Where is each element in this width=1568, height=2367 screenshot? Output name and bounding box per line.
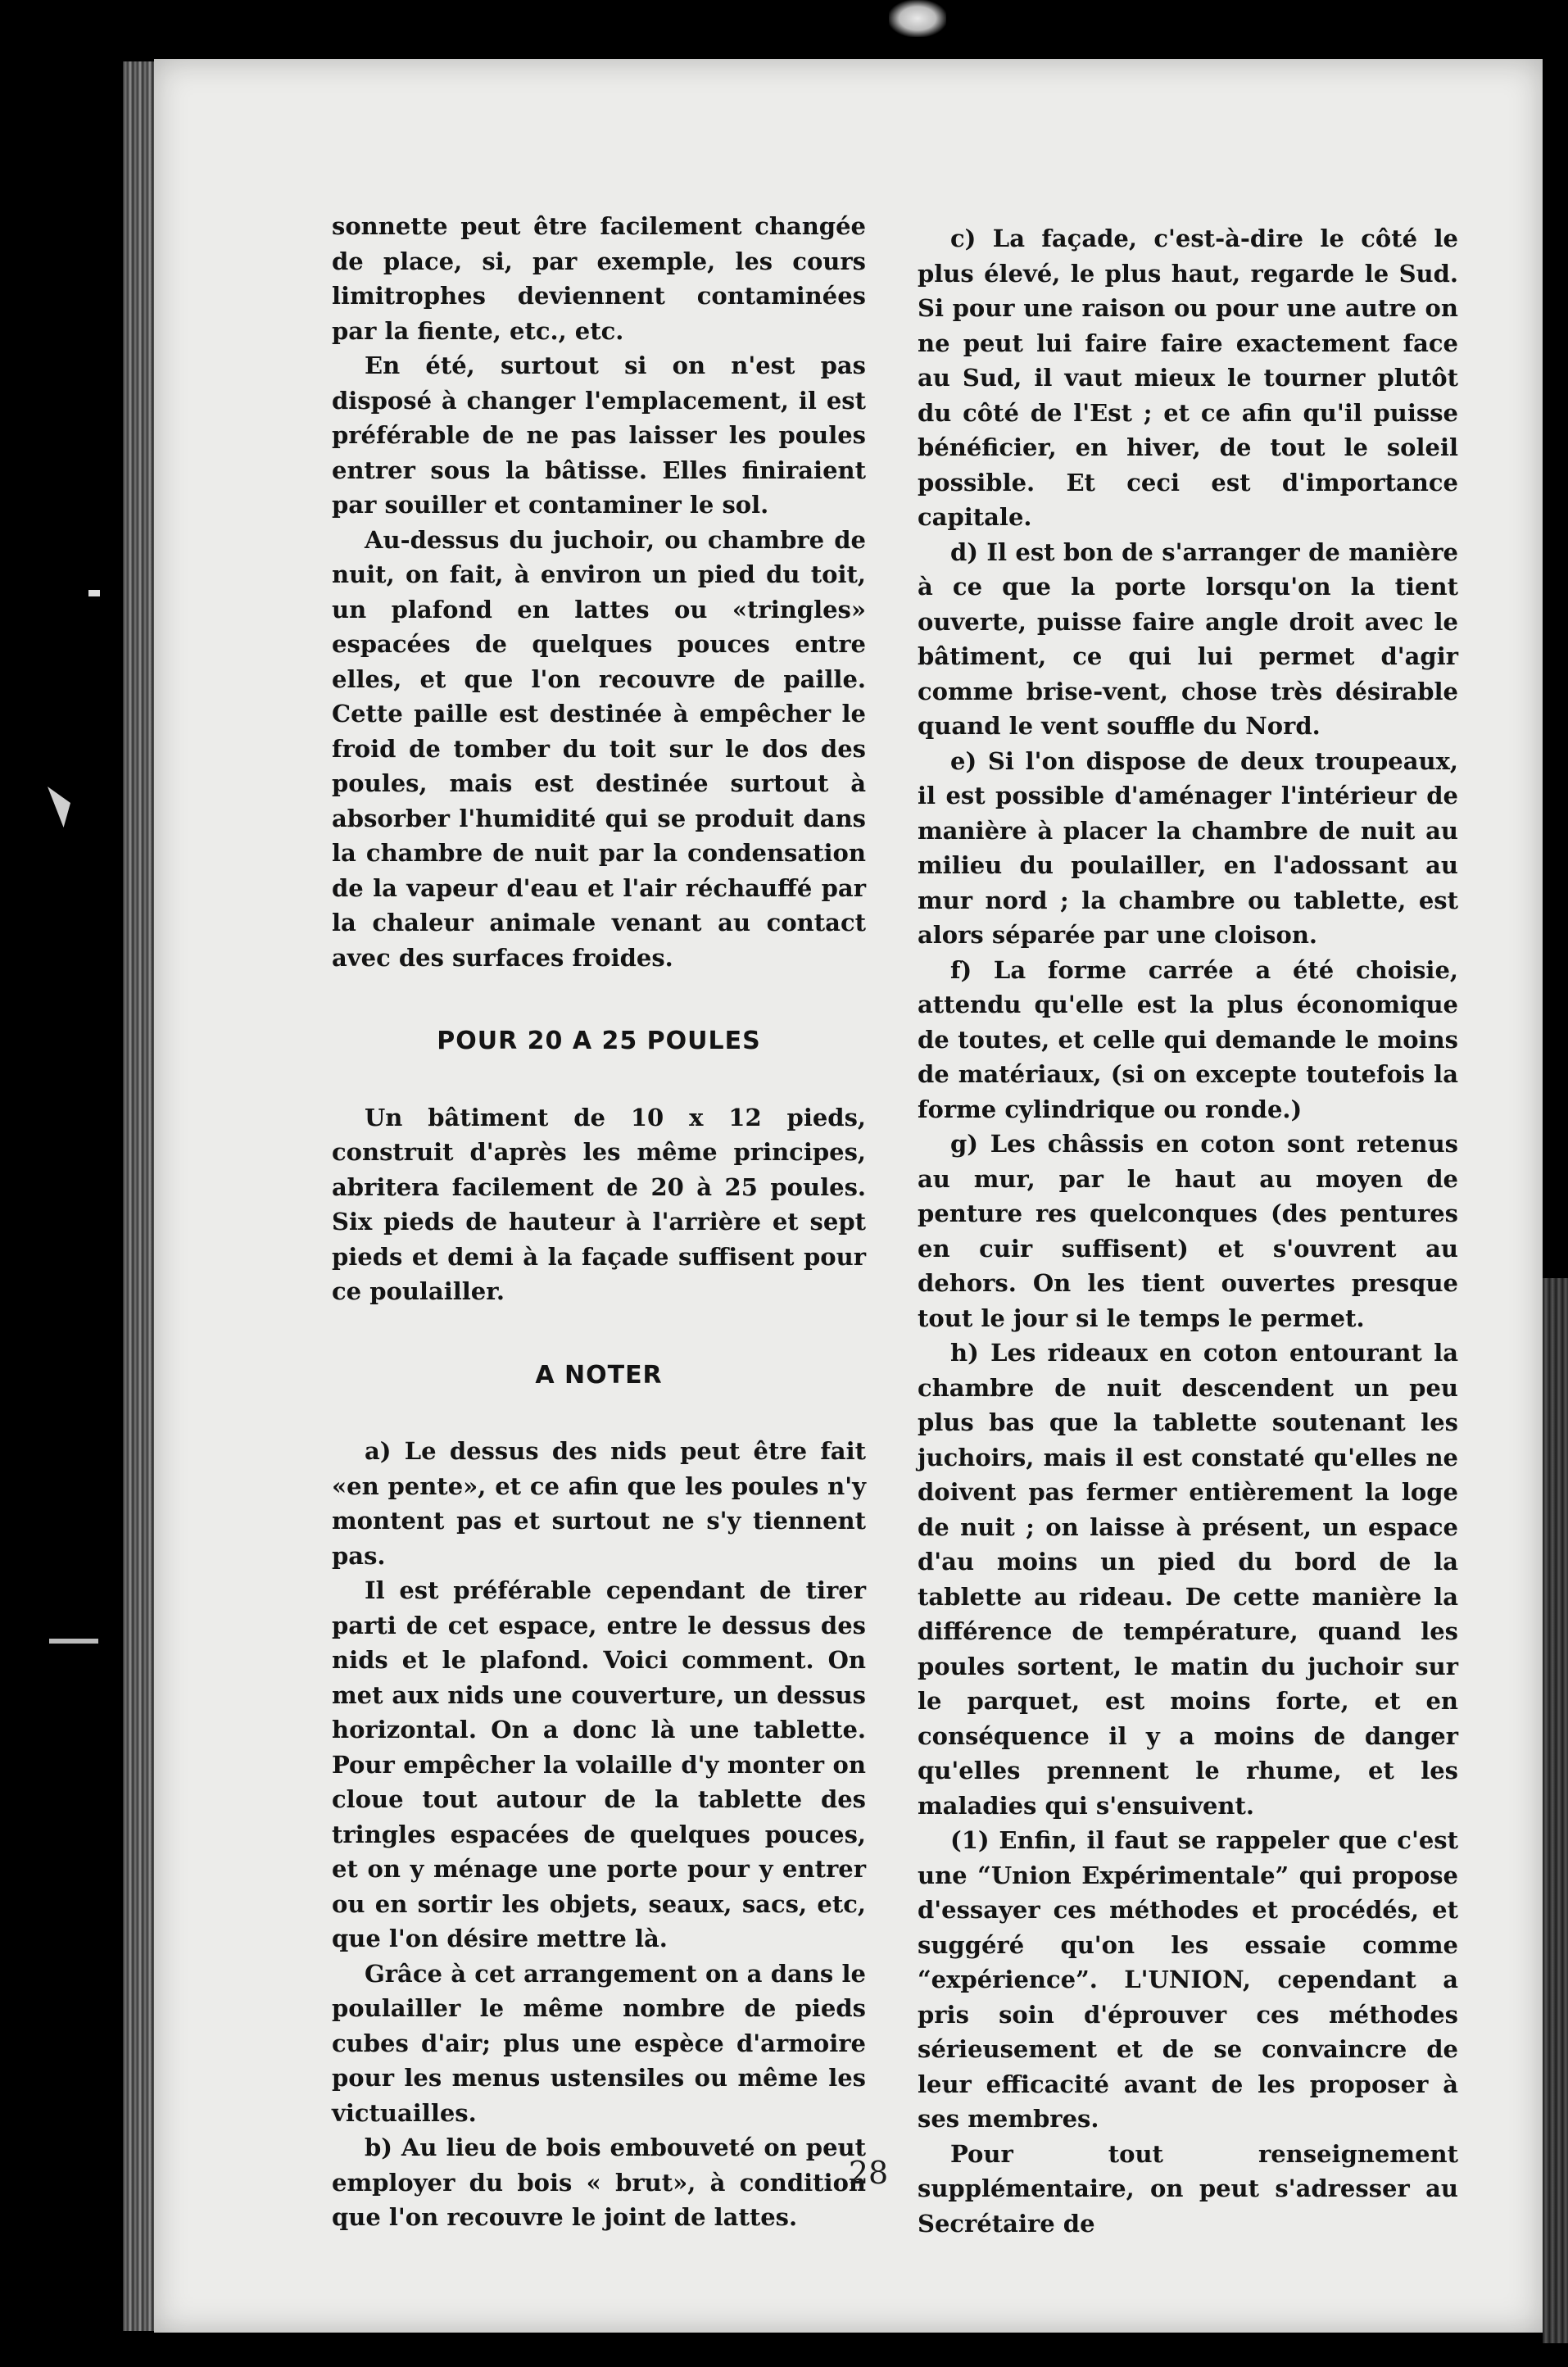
- paragraph: f) La forme carrée a été choisie, attendu qu'elle est la plus économique de toutes, et celle qui demande le moins de matériaux, (si on excepte toutefois la forme cylindrique ou ronde.): [918, 955, 1458, 1123]
- paragraph: g) Les châssis en coton sont retenus au mur, par le haut au moyen de penture res quelconques (des pentures en cuir suffisent) et s'ouvrent au dehors. On les tient ouvertes presque tout le jour si le temps le permet.: [918, 1130, 1458, 1332]
- page-number: 28: [848, 2155, 889, 2191]
- scan-speck: [88, 590, 100, 596]
- paragraph: Un bâtiment de 10 x 12 pieds, construit d'après les même principes, abritera facilement de 20 à 25 poules. Six pieds de hauteur à l'arrière et sept pieds et demi à la façade suffisent pour ce poulailler.: [332, 1103, 866, 1305]
- paragraph: e) Si l'on dispose de deux troupeaux, il est possible d'aménager l'intérieur de manière à placer la chambre de nuit au milieu du poulailler, en l'adossant au mur nord ; la chambre ou tablette, est alors séparée par une cloison.: [918, 746, 1458, 949]
- paragraph: d) Il est bon de s'arranger de manière à ce que la porte lorsqu'on la tient ouverte, puisse faire angle droit avec le bâtiment, ce qui lui permet d'agir comme brise-vent, chose très désirable quand le vent souffle du Nord.: [918, 537, 1458, 740]
- book-page-edge: [1543, 1278, 1568, 2343]
- scan-speck: [49, 1639, 98, 1644]
- section-heading: POUR 20 A 25 POULES: [437, 1027, 761, 1055]
- paragraph: b) Au lieu de bois embouveté on peut employer du bois « brut», à condition que l'on recouvre le joint de lattes.: [332, 2133, 866, 2231]
- paragraph: En été, surtout si on n'est pas disposé à changer l'emplacement, il est préférable de ne pas laisser les poules entrer sous la bâtisse. Elles finiraient par souiller et contaminer le sol.: [332, 351, 866, 519]
- paragraph: Au-dessus du juchoir, ou chambre de nuit, on fait, à environ un pied du toit, un plafond en lattes ou «tringles» espacées de quelques pouces entre elles, et que l'on recouvre de paille. Cette paille est destinée à empêcher le froid de tomber du toit sur le dos des poules, mais est destinée surtout à absorber l'humidité qui se produit dans la chambre de nuit par la condensation de la vapeur d'eau et l'air réchauffé par la chaleur animale venant au contact avec des surfaces froides.: [332, 525, 866, 972]
- paragraph: a) Le dessus des nids peut être fait «en pente», et ce afin que les poules n'y montent pas et surtout ne s'y tiennent pas.: [332, 1437, 866, 1570]
- book-spine-edge: [123, 61, 154, 2331]
- right-column: [918, 221, 1458, 2241]
- paragraph: c) La façade, c'est-à-dire le côté le plus élevé, le plus haut, regarde le Sud. Si pour une raison ou pour une autre on ne peut lui faire faire exactement face au Sud, il vaut mieux le tourner plutôt du côté de l'Est ; et ce afin qu'il puisse bénéficier, en hiver, de tout le soleil possible. Et ceci est d'importance capitale.: [918, 224, 1458, 531]
- paragraph: h) Les rideaux en coton entourant la chambre de nuit descendent un peu plus bas que la tablette soutenant les juchoirs, mais il est constaté qu'elles ne doivent pas fermer entièrement la loge de nuit ; on laisse à présent, un espace d'au moins un pied du bord de la tablette au rideau. De cette manière la différence de température, quand les poules sortent, le matin du juchoir sur le parquet, est moins forte, et en conséquence il y a moins de danger qu'elles prennent le rhume, et les maladies qui s'ensuivent.: [918, 1339, 1458, 1820]
- paragraph: (1) Enfin, il faut se rappeler que c'est une “Union Expérimentale” qui propose d'essayer ces méthodes et procédés, et suggéré qu'on les essaie comme “expérience”. L'UNION, cependant a pris soin d'éprouver ces méthodes sérieusement et de se convaincre de leur efficacité avant de les proposer à ses membres.: [918, 1826, 1458, 2133]
- scan-speck: [48, 787, 70, 828]
- paragraph: Grâce à cet arrangement on a dans le poulailler le même nombre de pieds cubes d'air; plus une espèce d'armoire pour les menus ustensiles ou même les victuailles.: [332, 1959, 866, 2127]
- paragraph: Il est préférable cependant de tirer parti de cet espace, entre le dessus des nids et le plafond. Voici comment. On met aux nids une couverture, un dessus horizontal. On a donc là une tablette. Pour empêcher la volaille d'y monter on cloue tout autour de la tablette des tringles espacées de quelques pouces, et on y ménage une porte pour y entrer ou en sortir les objets, seaux, sacs, etc, que l'on désire mettre là.: [332, 1576, 866, 1952]
- left-column: [332, 209, 866, 2235]
- paragraph: sonnette peut être facilement changée de place, si, par exemple, les cours limitrophes deviennent contaminées par la fiente, etc., etc.: [332, 212, 866, 345]
- paragraph: Pour tout renseignement supplémentaire, on peut s'adresser au Secrétaire de: [918, 2139, 1458, 2238]
- scan-glare: [889, 0, 946, 37]
- section-heading: A NOTER: [535, 1360, 663, 1390]
